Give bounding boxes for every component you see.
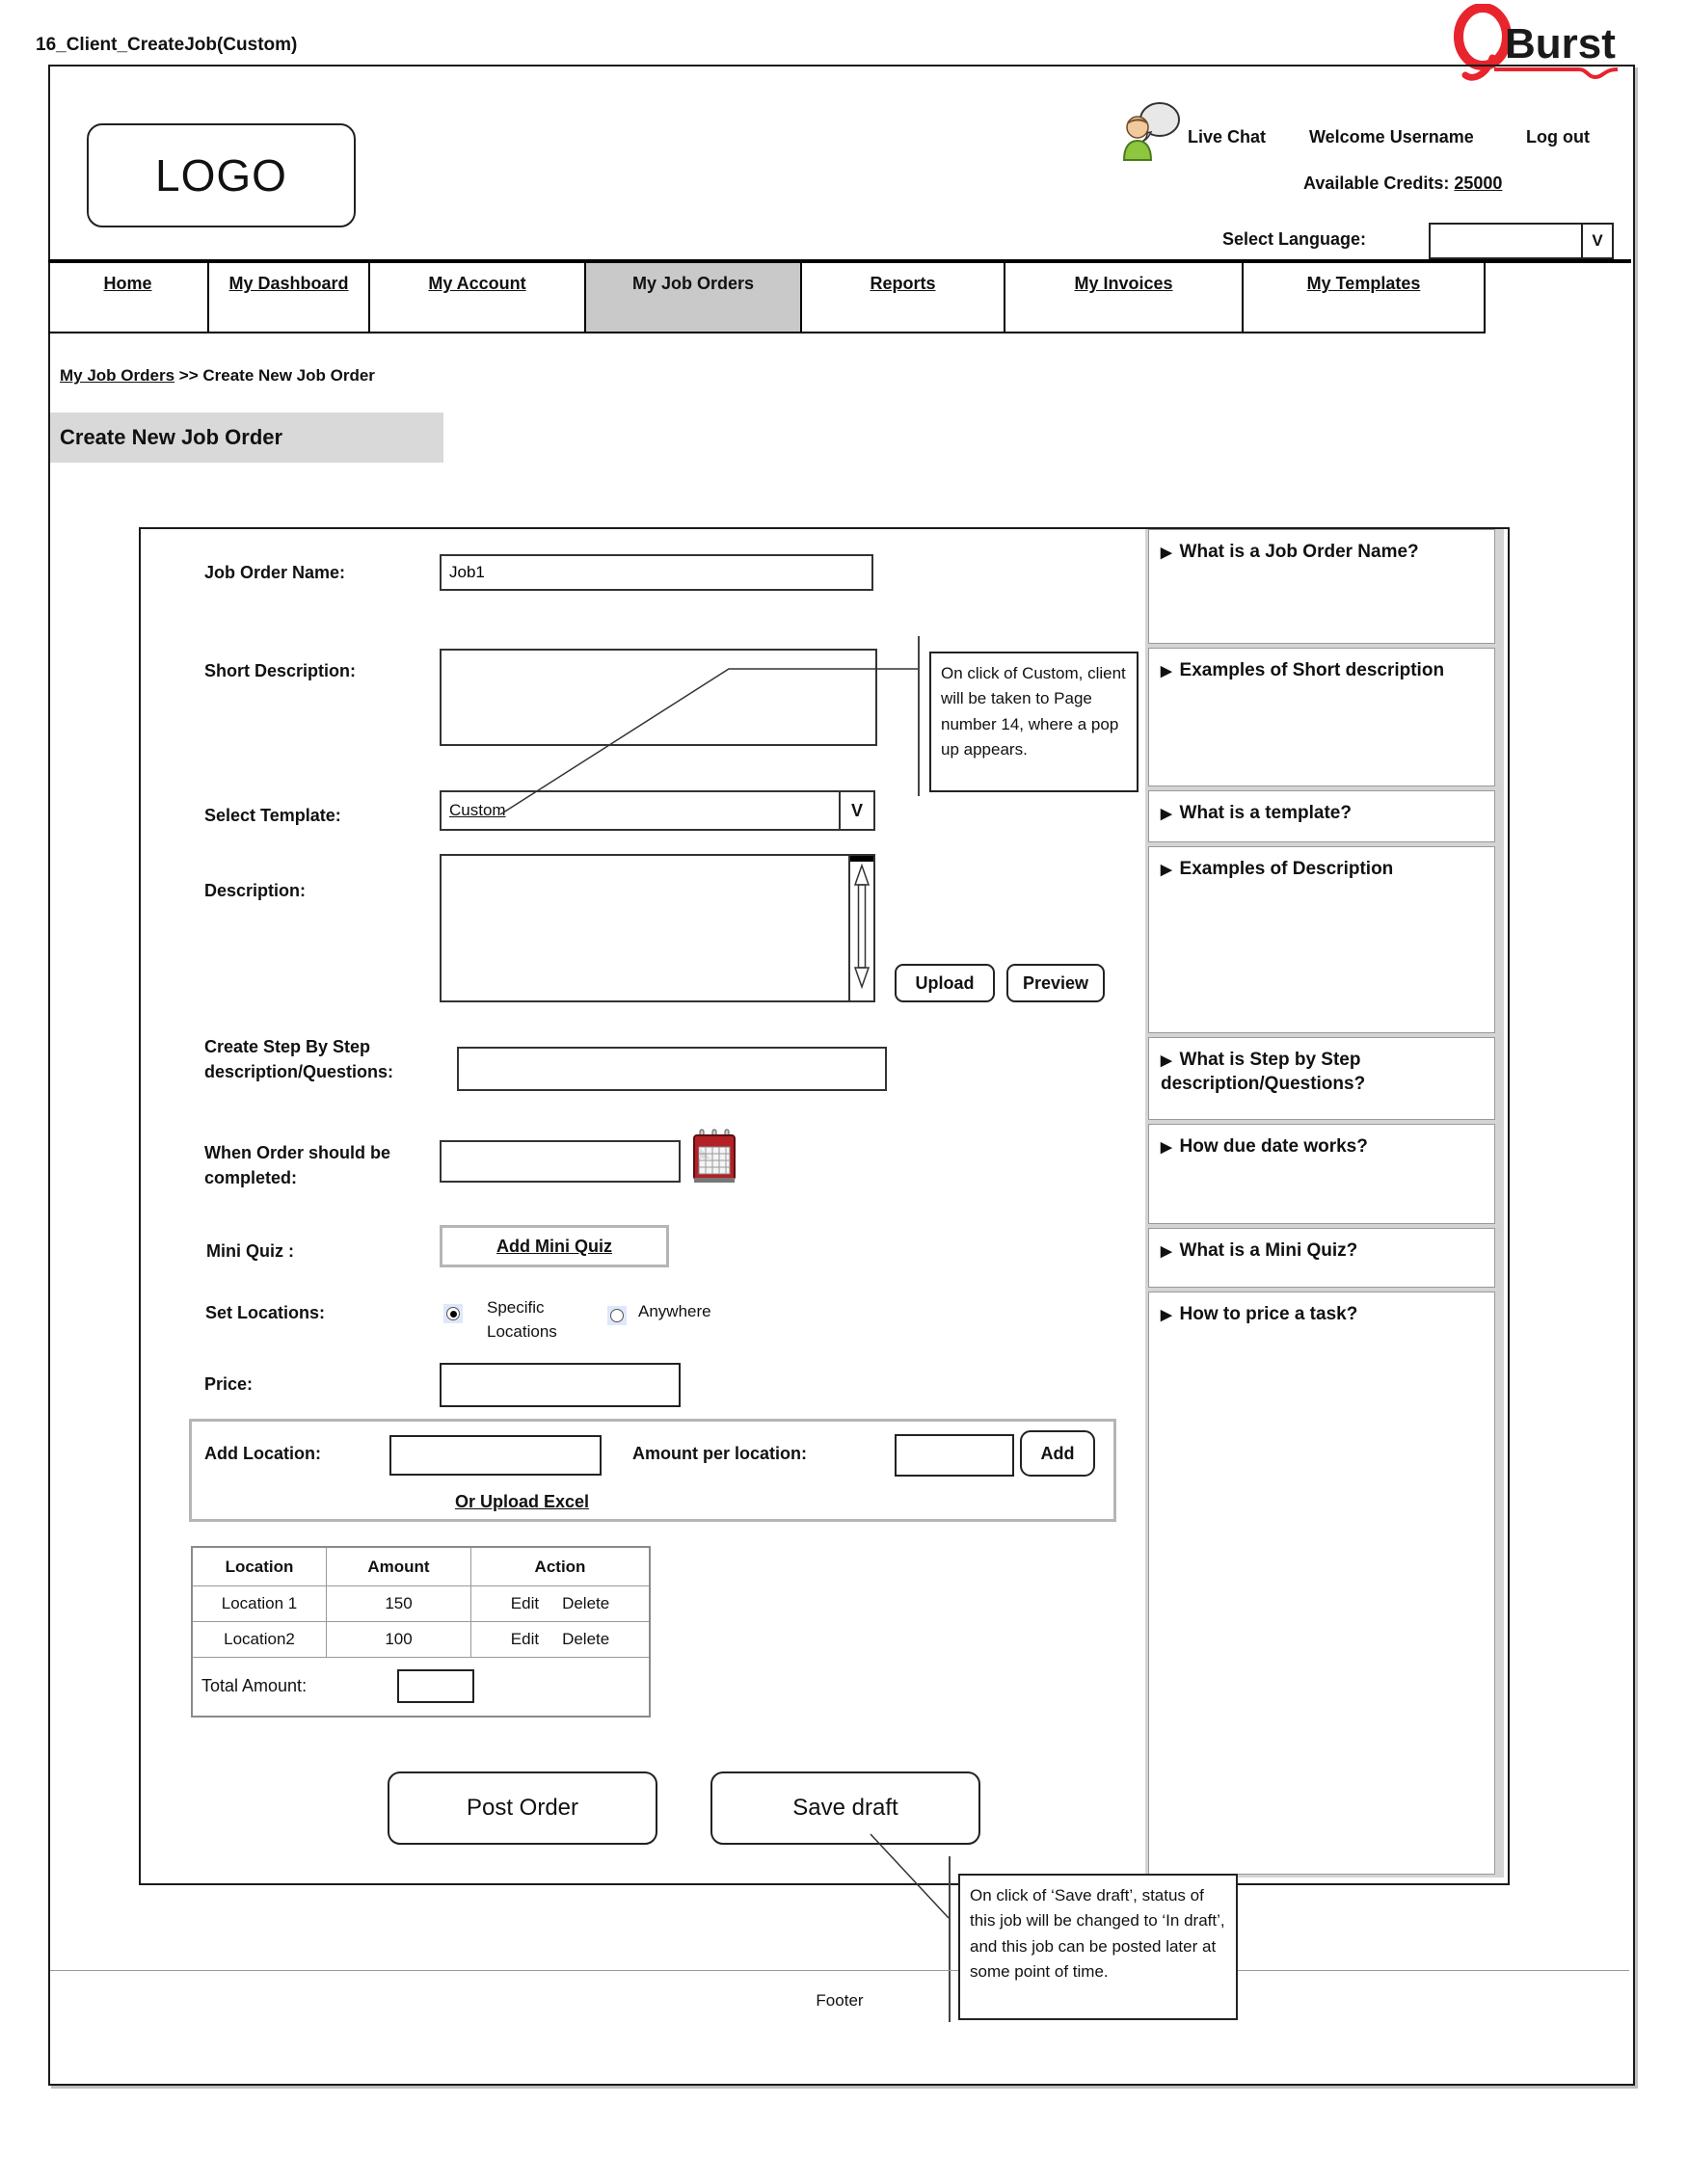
nav-item-home[interactable]: Home [48,263,209,333]
delete-link[interactable]: Delete [562,1594,610,1612]
faq-item-job-order-name[interactable]: ▶ What is a Job Order Name? [1148,529,1495,644]
amount-per-location-input[interactable] [895,1434,1014,1477]
due-date-label-line1: When Order should be [204,1143,391,1162]
faq-item-step-by-step[interactable]: ▶ What is Step by Step description/Questions? [1148,1037,1495,1120]
triangle-right-icon: ▶ [1161,806,1172,822]
price-input[interactable] [440,1363,681,1407]
main-nav [48,263,1486,333]
cell-location: Location2 [193,1622,327,1658]
language-dropdown[interactable] [1429,223,1614,259]
breadcrumb-separator: >> [174,366,203,385]
specific-locations-option-line2[interactable]: Locations [487,1322,557,1341]
upload-button[interactable]: Upload [895,964,995,1002]
step-by-step-label-line2: description/Questions: [204,1062,394,1081]
sheet-title: 16_Client_CreateJob(Custom) [36,35,298,55]
set-locations-label: Set Locations: [205,1303,326,1322]
faq-item-mini-quiz[interactable]: ▶ What is a Mini Quiz? [1148,1228,1495,1288]
column-header-amount: Amount [327,1548,471,1586]
live-chat-link[interactable]: Live Chat [1188,127,1267,146]
faq-item-price-task[interactable]: ▶ How to price a task? [1148,1292,1495,1875]
faq-item-due-date[interactable]: ▶ How due date works? [1148,1124,1495,1224]
cell-amount: 150 [327,1586,471,1622]
table-row [193,1622,649,1658]
triangle-right-icon: ▶ [1161,862,1172,878]
edit-link[interactable]: Edit [510,1594,540,1612]
double-arrow-icon [850,858,873,1002]
amount-per-location-label: Amount per location: [632,1444,807,1463]
faq-item-description[interactable]: ▶ Examples of Description [1148,846,1495,1033]
select-template-label: Select Template: [204,806,341,825]
chevron-down-icon[interactable]: V [1581,225,1612,257]
edit-link[interactable]: Edit [510,1630,540,1648]
mini-quiz-label: Mini Quiz : [206,1241,294,1261]
anywhere-option-label[interactable]: Anywhere [638,1302,711,1320]
triangle-right-icon: ▶ [1161,545,1172,561]
welcome-username: Welcome Username [1309,127,1474,146]
template-dropdown[interactable] [440,790,875,831]
cell-location: Location 1 [193,1586,327,1622]
total-amount-input[interactable] [397,1669,474,1703]
svg-text:Burst: Burst [1505,20,1616,67]
add-button[interactable]: Add [1020,1430,1095,1477]
credits-value[interactable]: 25000 [1454,173,1503,193]
nav-item-my-dashboard[interactable]: My Dashboard [209,263,370,333]
calendar-icon[interactable] [690,1128,738,1185]
step-by-step-label-line1: Create Step By Step [204,1037,371,1056]
language-dropdown-value [1431,225,1581,257]
locations-table [191,1546,651,1718]
breadcrumb [60,366,375,386]
upload-excel-link[interactable]: Or Upload Excel [455,1492,590,1511]
triangle-right-icon: ▶ [1161,1052,1172,1069]
nav-item-my-invoices[interactable]: My Invoices [1005,263,1244,333]
description-label: Description: [204,881,307,900]
faq-item-template[interactable]: ▶ What is a template? [1148,790,1495,842]
footer-divider [50,1970,1629,1971]
description-textarea[interactable] [440,854,875,1002]
cell-amount: 100 [327,1622,471,1658]
triangle-right-icon: ▶ [1161,663,1172,679]
triangle-right-icon: ▶ [1161,1139,1172,1156]
table-row [193,1586,649,1622]
page-title: Create New Job Order [50,413,443,463]
cell-actions [471,1586,649,1622]
callout-bracket [918,636,920,796]
short-description-label: Short Description: [204,661,357,680]
add-location-label: Add Location: [204,1444,321,1463]
scrollbar[interactable] [848,856,873,1000]
available-credits [1303,173,1502,194]
nav-item-reports[interactable]: Reports [802,263,1005,333]
triangle-right-icon: ▶ [1161,1307,1172,1323]
specific-locations-option-line1[interactable]: Specific [487,1298,545,1317]
column-header-location: Location [193,1548,327,1586]
nav-item-my-account[interactable]: My Account [370,263,586,333]
cell-actions [471,1622,649,1658]
chevron-down-icon[interactable]: V [839,792,873,829]
column-header-action: Action [471,1548,649,1586]
live-chat-icon[interactable] [1118,100,1182,168]
delete-link[interactable]: Delete [562,1630,610,1648]
breadcrumb-current: Create New Job Order [202,366,375,385]
total-amount-row [193,1658,649,1714]
site-logo: LOGO [87,123,356,227]
footer-text: Footer [816,1991,864,2010]
select-language-label: Select Language: [1222,229,1367,249]
price-label: Price: [204,1374,254,1394]
short-description-textarea[interactable] [440,649,877,746]
add-location-input[interactable] [389,1435,602,1476]
post-order-button[interactable]: Post Order [388,1771,657,1845]
due-date-input[interactable] [440,1140,681,1183]
mini-quiz-box [440,1225,669,1267]
breadcrumb-my-job-orders[interactable]: My Job Orders [60,366,175,385]
nav-item-my-templates[interactable]: My Templates [1244,263,1486,333]
job-order-name-input[interactable] [440,554,873,591]
anywhere-radio[interactable] [607,1306,627,1325]
triangle-right-icon: ▶ [1161,1243,1172,1260]
faq-item-short-description[interactable]: ▶ Examples of Short description [1148,648,1495,786]
due-date-label-line2: completed: [204,1168,298,1187]
total-amount-label: Total Amount: [201,1675,308,1695]
credits-label: Available Credits: [1303,173,1455,193]
specific-locations-radio[interactable] [443,1304,463,1323]
custom-note-callout: On click of Custom, client will be taken to Page number 14, where a pop up appears. [929,652,1139,792]
help-sidebar [1145,529,1504,1878]
table-header-row [193,1548,649,1586]
logout-link[interactable]: Log out [1526,127,1590,146]
add-mini-quiz-link[interactable]: Add Mini Quiz [496,1236,612,1256]
job-order-name-label: Job Order Name: [204,563,346,582]
step-by-step-input[interactable] [457,1047,887,1091]
nav-item-my-job-orders[interactable]: My Job Orders [586,263,802,333]
preview-button[interactable]: Preview [1006,964,1105,1002]
save-draft-button[interactable]: Save draft [710,1771,980,1845]
save-draft-note-callout: On click of ‘Save draft’, status of this job will be changed to ‘In draft’, and this job can be posted later at some point of time. [958,1874,1238,2020]
template-custom-link[interactable]: Custom [449,801,506,819]
